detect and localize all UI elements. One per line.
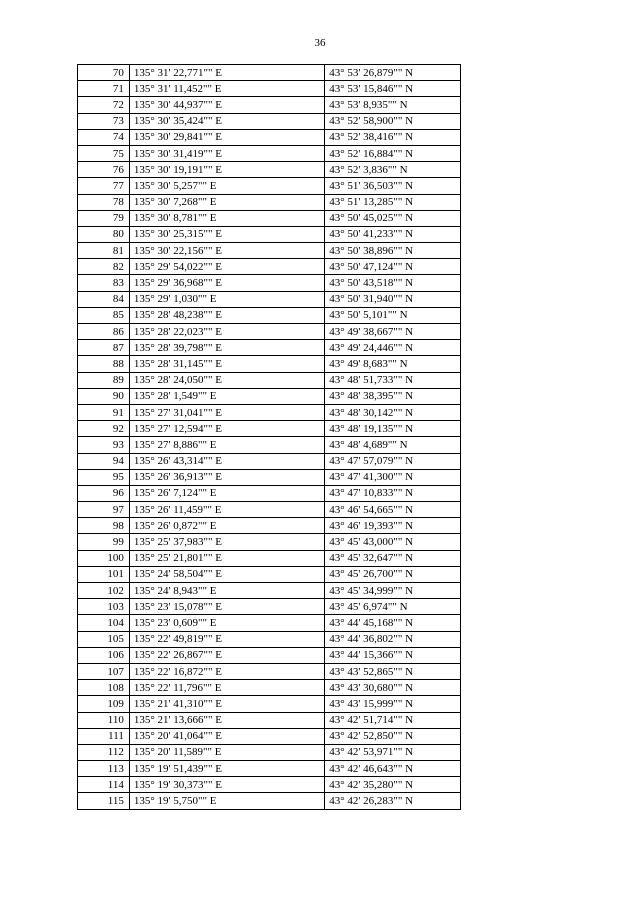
latitude-cell: 43° 43' 30,680"" N [325, 680, 461, 696]
table-row [78, 599, 461, 615]
table-row [78, 485, 461, 501]
table-row [78, 372, 461, 388]
table-row [78, 534, 461, 550]
table-row [78, 194, 461, 210]
latitude-cell: 43° 45' 43,000"" N [325, 534, 461, 550]
latitude-cell: 43° 43' 52,865"" N [325, 663, 461, 679]
longitude-cell: 135° 28' 31,145"" E [129, 356, 324, 372]
table-row [78, 453, 461, 469]
latitude-cell: 43° 45' 32,647"" N [325, 550, 461, 566]
latitude-cell: 43° 45' 34,999"" N [325, 583, 461, 599]
point-number-cell: 102 [78, 583, 130, 599]
point-number-cell: 70 [78, 65, 130, 81]
point-number-cell: 94 [78, 453, 130, 469]
latitude-cell: 43° 50' 41,233"" N [325, 226, 461, 242]
table-row [78, 259, 461, 275]
point-number-cell: 113 [78, 761, 130, 777]
latitude-cell: 43° 44' 15,366"" N [325, 647, 461, 663]
latitude-cell: 43° 47' 10,833"" N [325, 485, 461, 501]
latitude-cell: 43° 50' 43,518"" N [325, 275, 461, 291]
latitude-cell: 43° 50' 45,025"" N [325, 210, 461, 226]
longitude-cell: 135° 23' 15,078"" E [129, 599, 324, 615]
longitude-cell: 135° 28' 24,050"" E [129, 372, 324, 388]
point-number-cell: 108 [78, 680, 130, 696]
latitude-cell: 43° 51' 36,503"" N [325, 178, 461, 194]
point-number-cell: 82 [78, 259, 130, 275]
longitude-cell: 135° 21' 41,310"" E [129, 696, 324, 712]
longitude-cell: 135° 30' 7,268"" E [129, 194, 324, 210]
latitude-cell: 43° 48' 19,135"" N [325, 421, 461, 437]
point-number-cell: 114 [78, 777, 130, 793]
latitude-cell: 43° 45' 26,700"" N [325, 566, 461, 582]
table-row [78, 210, 461, 226]
longitude-cell: 135° 25' 21,801"" E [129, 550, 324, 566]
latitude-cell: 43° 50' 47,124"" N [325, 259, 461, 275]
latitude-cell: 43° 42' 52,850"" N [325, 728, 461, 744]
table-row [78, 421, 461, 437]
point-number-cell: 87 [78, 340, 130, 356]
table-row [78, 744, 461, 760]
point-number-cell: 91 [78, 404, 130, 420]
point-number-cell: 115 [78, 793, 130, 809]
longitude-cell: 135° 19' 30,373"" E [129, 777, 324, 793]
point-number-cell: 101 [78, 566, 130, 582]
latitude-cell: 43° 45' 6,974"" N [325, 599, 461, 615]
point-number-cell: 103 [78, 599, 130, 615]
table-row [78, 243, 461, 259]
table-row [78, 518, 461, 534]
point-number-cell: 99 [78, 534, 130, 550]
longitude-cell: 135° 28' 48,238"" E [129, 307, 324, 323]
latitude-cell: 43° 48' 38,395"" N [325, 388, 461, 404]
point-number-cell: 100 [78, 550, 130, 566]
table-row [78, 340, 461, 356]
longitude-cell: 135° 26' 43,314"" E [129, 453, 324, 469]
latitude-cell: 43° 42' 46,643"" N [325, 761, 461, 777]
point-number-cell: 81 [78, 243, 130, 259]
point-number-cell: 93 [78, 437, 130, 453]
latitude-cell: 43° 51' 13,285"" N [325, 194, 461, 210]
latitude-cell: 43° 52' 3,836"" N [325, 162, 461, 178]
latitude-cell: 43° 48' 30,142"" N [325, 404, 461, 420]
longitude-cell: 135° 22' 26,867"" E [129, 647, 324, 663]
longitude-cell: 135° 28' 22,023"" E [129, 324, 324, 340]
longitude-cell: 135° 30' 19,191"" E [129, 162, 324, 178]
latitude-cell: 43° 49' 24,446"" N [325, 340, 461, 356]
point-number-cell: 98 [78, 518, 130, 534]
table-row [78, 728, 461, 744]
table-row [78, 145, 461, 161]
latitude-cell: 43° 42' 35,280"" N [325, 777, 461, 793]
latitude-cell: 43° 46' 54,665"" N [325, 502, 461, 518]
longitude-cell: 135° 20' 41,064"" E [129, 728, 324, 744]
table-row [78, 388, 461, 404]
longitude-cell: 135° 30' 35,424"" E [129, 113, 324, 129]
point-number-cell: 74 [78, 129, 130, 145]
point-number-cell: 92 [78, 421, 130, 437]
latitude-cell: 43° 44' 45,168"" N [325, 615, 461, 631]
table-row [78, 647, 461, 663]
longitude-cell: 135° 22' 11,796"" E [129, 680, 324, 696]
point-number-cell: 76 [78, 162, 130, 178]
latitude-cell: 43° 42' 53,971"" N [325, 744, 461, 760]
longitude-cell: 135° 30' 22,156"" E [129, 243, 324, 259]
coordinates-table-body [78, 65, 461, 810]
latitude-cell: 43° 42' 51,714"" N [325, 712, 461, 728]
longitude-cell: 135° 29' 54,022"" E [129, 259, 324, 275]
latitude-cell: 43° 47' 57,079"" N [325, 453, 461, 469]
longitude-cell: 135° 19' 5,750"" E [129, 793, 324, 809]
table-row [78, 502, 461, 518]
table-row [78, 113, 461, 129]
longitude-cell: 135° 25' 37,983"" E [129, 534, 324, 550]
longitude-cell: 135° 26' 36,913"" E [129, 469, 324, 485]
coordinates-table [77, 64, 461, 810]
longitude-cell: 135° 30' 25,315"" E [129, 226, 324, 242]
latitude-cell: 43° 48' 4,689"" N [325, 437, 461, 453]
table-row [78, 291, 461, 307]
longitude-cell: 135° 30' 44,937"" E [129, 97, 324, 113]
longitude-cell: 135° 24' 8,943"" E [129, 583, 324, 599]
longitude-cell: 135° 19' 51,439"" E [129, 761, 324, 777]
point-number-cell: 97 [78, 502, 130, 518]
table-row [78, 404, 461, 420]
table-row [78, 469, 461, 485]
table-row [78, 437, 461, 453]
latitude-cell: 43° 44' 36,802"" N [325, 631, 461, 647]
point-number-cell: 96 [78, 485, 130, 501]
table-row [78, 631, 461, 647]
point-number-cell: 90 [78, 388, 130, 404]
point-number-cell: 84 [78, 291, 130, 307]
point-number-cell: 112 [78, 744, 130, 760]
table-row [78, 696, 461, 712]
table-row [78, 226, 461, 242]
latitude-cell: 43° 49' 8,683"" N [325, 356, 461, 372]
point-number-cell: 80 [78, 226, 130, 242]
longitude-cell: 135° 26' 7,124"" E [129, 485, 324, 501]
point-number-cell: 95 [78, 469, 130, 485]
table-row [78, 615, 461, 631]
latitude-cell: 43° 50' 38,896"" N [325, 243, 461, 259]
longitude-cell: 135° 28' 39,798"" E [129, 340, 324, 356]
longitude-cell: 135° 24' 58,504"" E [129, 566, 324, 582]
longitude-cell: 135° 29' 1,030"" E [129, 291, 324, 307]
longitude-cell: 135° 26' 0,872"" E [129, 518, 324, 534]
point-number-cell: 73 [78, 113, 130, 129]
latitude-cell: 43° 42' 26,283"" N [325, 793, 461, 809]
table-row [78, 680, 461, 696]
latitude-cell: 43° 48' 51,733"" N [325, 372, 461, 388]
longitude-cell: 135° 21' 13,666"" E [129, 712, 324, 728]
table-row [78, 777, 461, 793]
longitude-cell: 135° 30' 8,781"" E [129, 210, 324, 226]
longitude-cell: 135° 27' 8,886"" E [129, 437, 324, 453]
latitude-cell: 43° 52' 58,900"" N [325, 113, 461, 129]
latitude-cell: 43° 53' 15,846"" N [325, 81, 461, 97]
point-number-cell: 104 [78, 615, 130, 631]
longitude-cell: 135° 27' 12,594"" E [129, 421, 324, 437]
longitude-cell: 135° 26' 11,459"" E [129, 502, 324, 518]
point-number-cell: 83 [78, 275, 130, 291]
latitude-cell: 43° 53' 8,935"" N [325, 97, 461, 113]
point-number-cell: 75 [78, 145, 130, 161]
table-row [78, 712, 461, 728]
latitude-cell: 43° 52' 38,416"" N [325, 129, 461, 145]
latitude-cell: 43° 47' 41,300"" N [325, 469, 461, 485]
longitude-cell: 135° 30' 29,841"" E [129, 129, 324, 145]
point-number-cell: 79 [78, 210, 130, 226]
table-row [78, 307, 461, 323]
latitude-cell: 43° 43' 15,999"" N [325, 696, 461, 712]
table-row [78, 178, 461, 194]
table-row [78, 65, 461, 81]
longitude-cell: 135° 27' 31,041"" E [129, 404, 324, 420]
table-row [78, 324, 461, 340]
longitude-cell: 135° 20' 11,589"" E [129, 744, 324, 760]
point-number-cell: 85 [78, 307, 130, 323]
point-number-cell: 71 [78, 81, 130, 97]
table-row [78, 793, 461, 809]
point-number-cell: 111 [78, 728, 130, 744]
longitude-cell: 135° 30' 5,257"" E [129, 178, 324, 194]
latitude-cell: 43° 49' 38,667"" N [325, 324, 461, 340]
longitude-cell: 135° 23' 0,609"" E [129, 615, 324, 631]
point-number-cell: 86 [78, 324, 130, 340]
point-number-cell: 78 [78, 194, 130, 210]
point-number-cell: 110 [78, 712, 130, 728]
table-row [78, 356, 461, 372]
latitude-cell: 43° 50' 5,101"" N [325, 307, 461, 323]
longitude-cell: 135° 30' 31,419"" E [129, 145, 324, 161]
longitude-cell: 135° 29' 36,968"" E [129, 275, 324, 291]
table-row [78, 566, 461, 582]
table-row [78, 97, 461, 113]
point-number-cell: 105 [78, 631, 130, 647]
table-row [78, 550, 461, 566]
longitude-cell: 135° 31' 22,771"" E [129, 65, 324, 81]
table-row [78, 761, 461, 777]
table-row [78, 583, 461, 599]
point-number-cell: 106 [78, 647, 130, 663]
table-row [78, 663, 461, 679]
point-number-cell: 88 [78, 356, 130, 372]
latitude-cell: 43° 52' 16,884"" N [325, 145, 461, 161]
table-row [78, 275, 461, 291]
latitude-cell: 43° 50' 31,940"" N [325, 291, 461, 307]
point-number-cell: 107 [78, 663, 130, 679]
longitude-cell: 135° 31' 11,452"" E [129, 81, 324, 97]
point-number-cell: 72 [78, 97, 130, 113]
table-row [78, 81, 461, 97]
latitude-cell: 43° 53' 26,879"" N [325, 65, 461, 81]
longitude-cell: 135° 22' 49,819"" E [129, 631, 324, 647]
point-number-cell: 109 [78, 696, 130, 712]
table-row [78, 129, 461, 145]
point-number-cell: 89 [78, 372, 130, 388]
page-number: 36 [314, 37, 326, 49]
longitude-cell: 135° 28' 1,549"" E [129, 388, 324, 404]
table-row [78, 162, 461, 178]
longitude-cell: 135° 22' 16,872"" E [129, 663, 324, 679]
point-number-cell: 77 [78, 178, 130, 194]
latitude-cell: 43° 46' 19,393"" N [325, 518, 461, 534]
